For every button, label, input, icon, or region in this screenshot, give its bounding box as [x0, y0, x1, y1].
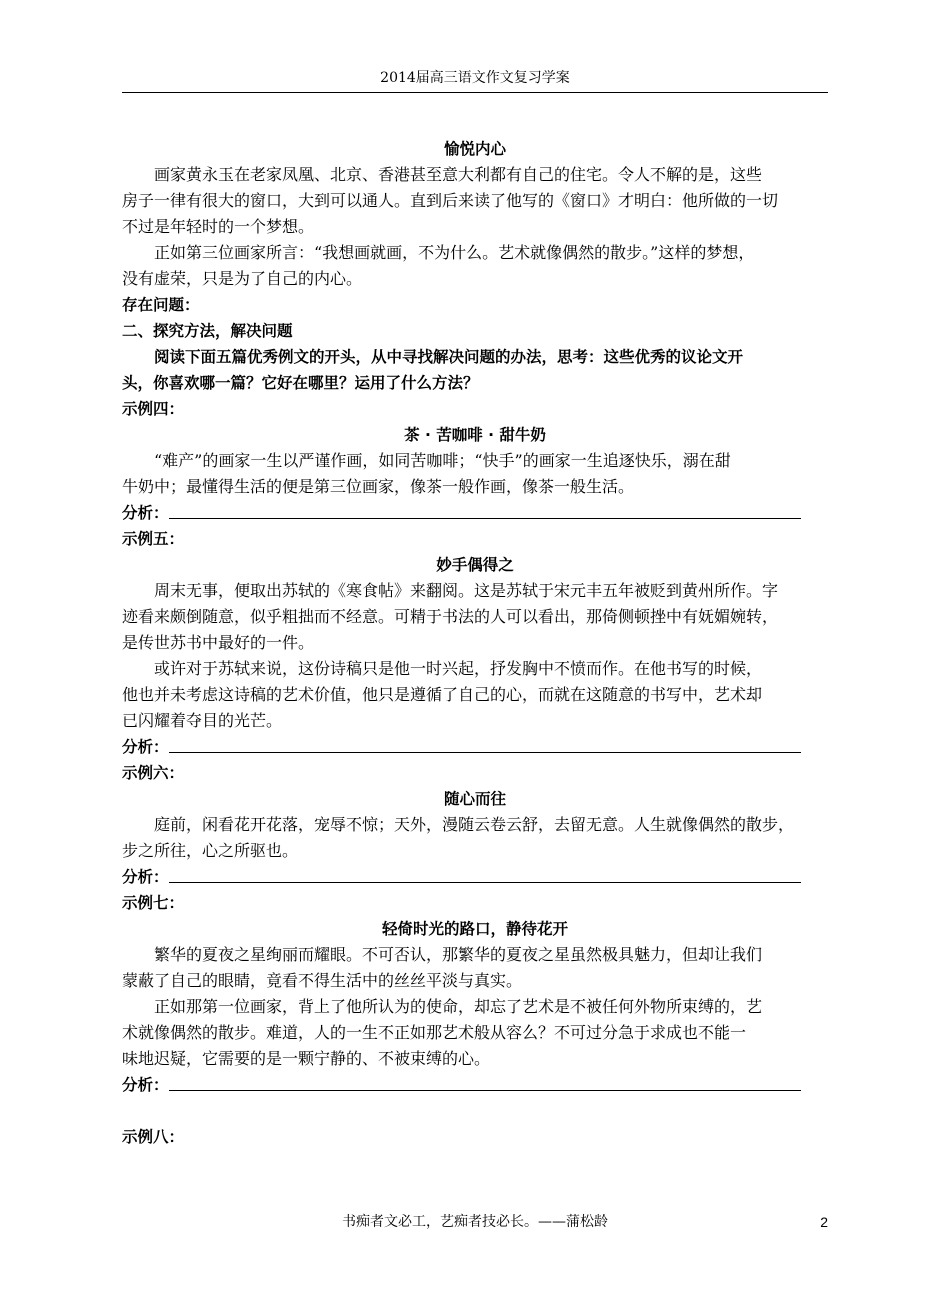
paragraph-line: “难产”的画家一生以严谨作画，如同苦咖啡；“快手”的画家一生追逐快乐，溺在甜: [154, 451, 731, 470]
section-title: 愉悦内心: [443, 140, 506, 158]
bold-heading: 示例四：: [122, 400, 185, 418]
paragraph-line: 正如第三位画家所言：“我想画就画，不为什么。艺术就像偶然的散步。”这样的梦想，: [154, 243, 755, 262]
paragraph-line: 或许对于苏轼来说，这份诗稿只是他一时兴起，抒发胸中不愤而作。在他书写的时候，: [154, 659, 763, 678]
bold-heading: 存在问题：: [122, 296, 200, 314]
bold-paragraph: [122, 344, 828, 396]
analysis-line: [122, 734, 828, 760]
paragraph-line: 不过是年轻时的一个梦想。: [122, 217, 315, 236]
paragraph-line: 周末无事，便取出苏轼的《寒食帖》来翻阅。这是苏轼于宋元丰五年被贬到黄州所作。字: [154, 581, 779, 600]
paragraph: [122, 578, 828, 656]
analysis-line: [122, 1072, 828, 1098]
analysis-line: [122, 864, 828, 890]
section-title: 妙手偶得之: [436, 556, 514, 574]
bold-heading: 示例七：: [122, 894, 185, 912]
header-rule: [122, 92, 828, 93]
bold-heading: 二、探究方法，解决问题: [122, 322, 293, 340]
section-title: 茶 · 苦咖啡 · 甜牛奶: [404, 426, 546, 444]
paragraph: [122, 812, 828, 864]
paragraph-line: 阅读下面五篇优秀例文的开头，从中寻找解决问题的办法，思考：这些优秀的议论文开: [154, 348, 744, 366]
section-title: 随心而往: [443, 790, 506, 808]
paragraph-line: 没有虚荣，只是为了自己的内心。: [122, 269, 363, 288]
paragraph: [122, 942, 828, 994]
paragraph-line: 画家黄永玉在老家凤凰、北京、香港甚至意大利都有自己的住宅。令人不解的是，这些: [154, 165, 763, 184]
analysis-label: 分析：: [122, 504, 169, 522]
analysis-label: 分析：: [122, 868, 169, 886]
paragraph-line: 庭前，闲看花开花落，宠辱不惊；天外，漫随云卷云舒，去留无意。人生就像偶然的散步，: [154, 815, 795, 834]
paragraph: [122, 240, 828, 292]
page-footer: [122, 1212, 828, 1232]
paragraph: [122, 448, 828, 500]
paragraph-line: 他也并未考虑这诗稿的艺术价值，他只是遵循了自己的心，而就在这随意的书写中，艺术却: [122, 685, 763, 704]
paragraph: [122, 162, 828, 240]
footer-quote: 书痴者文必工，艺痴者技必长。——蒲松龄: [342, 1214, 608, 1230]
paragraph: [122, 656, 828, 734]
analysis-label: 分析：: [122, 738, 169, 756]
spacer: [122, 1098, 828, 1124]
page-header: 2014届高三语文作文复习学案: [380, 70, 570, 86]
paragraph-line: 蒙蔽了自己的眼睛，竟看不得生活中的丝丝平淡与真实。: [122, 971, 523, 990]
paragraph-line: 房子一律有很大的窗口，大到可以通人。直到后来读了他写的《窗口》才明白：他所做的一切: [122, 191, 779, 210]
paragraph-line: 是传世苏书中最好的一件。: [122, 633, 315, 652]
analysis-label: 分析：: [122, 1076, 169, 1094]
page-number: 2: [820, 1214, 828, 1230]
answer-blank-rule[interactable]: [169, 1089, 801, 1091]
paragraph-line: 迹看来颇倒随意，似乎粗拙而不经意。可精于书法的人可以看出，那倚侧顿挫中有妩媚婉转，: [122, 607, 779, 626]
paragraph: [122, 994, 828, 1072]
bold-heading: 示例六：: [122, 764, 185, 782]
document-body: [122, 136, 828, 1150]
bold-heading: 示例八：: [122, 1128, 185, 1146]
section-title: 轻倚时光的路口，静待花开: [381, 920, 568, 938]
paragraph-line: 正如那第一位画家，背上了他所认为的使命，却忘了艺术是不被任何外物所束缚的，艺: [154, 997, 763, 1016]
paragraph-line: 术就像偶然的散步。难道，人的一生不正如那艺术般从容么？不可过分急于求成也不能一: [122, 1023, 747, 1042]
answer-blank-rule[interactable]: [169, 881, 801, 883]
paragraph-line: 牛奶中；最懂得生活的便是第三位画家，像茶一般作画，像茶一般生活。: [122, 477, 635, 496]
answer-blank-rule[interactable]: [169, 517, 801, 519]
answer-blank-rule[interactable]: [169, 751, 801, 753]
paragraph-line: 头，你喜欢哪一篇？它好在哪里？运用了什么方法？: [122, 374, 479, 392]
paragraph-line: 味地迟疑，它需要的是一颗宁静的、不被束缚的心。: [122, 1049, 491, 1068]
paragraph-line: 已闪耀着夺目的光芒。: [122, 711, 283, 730]
paragraph-line: 步之所往，心之所驱也。: [122, 841, 299, 860]
bold-heading: 示例五：: [122, 530, 185, 548]
analysis-line: [122, 500, 828, 526]
paragraph-line: 繁华的夏夜之星绚丽而耀眼。不可否认，那繁华的夏夜之星虽然极具魅力，但却让我们: [154, 945, 763, 964]
